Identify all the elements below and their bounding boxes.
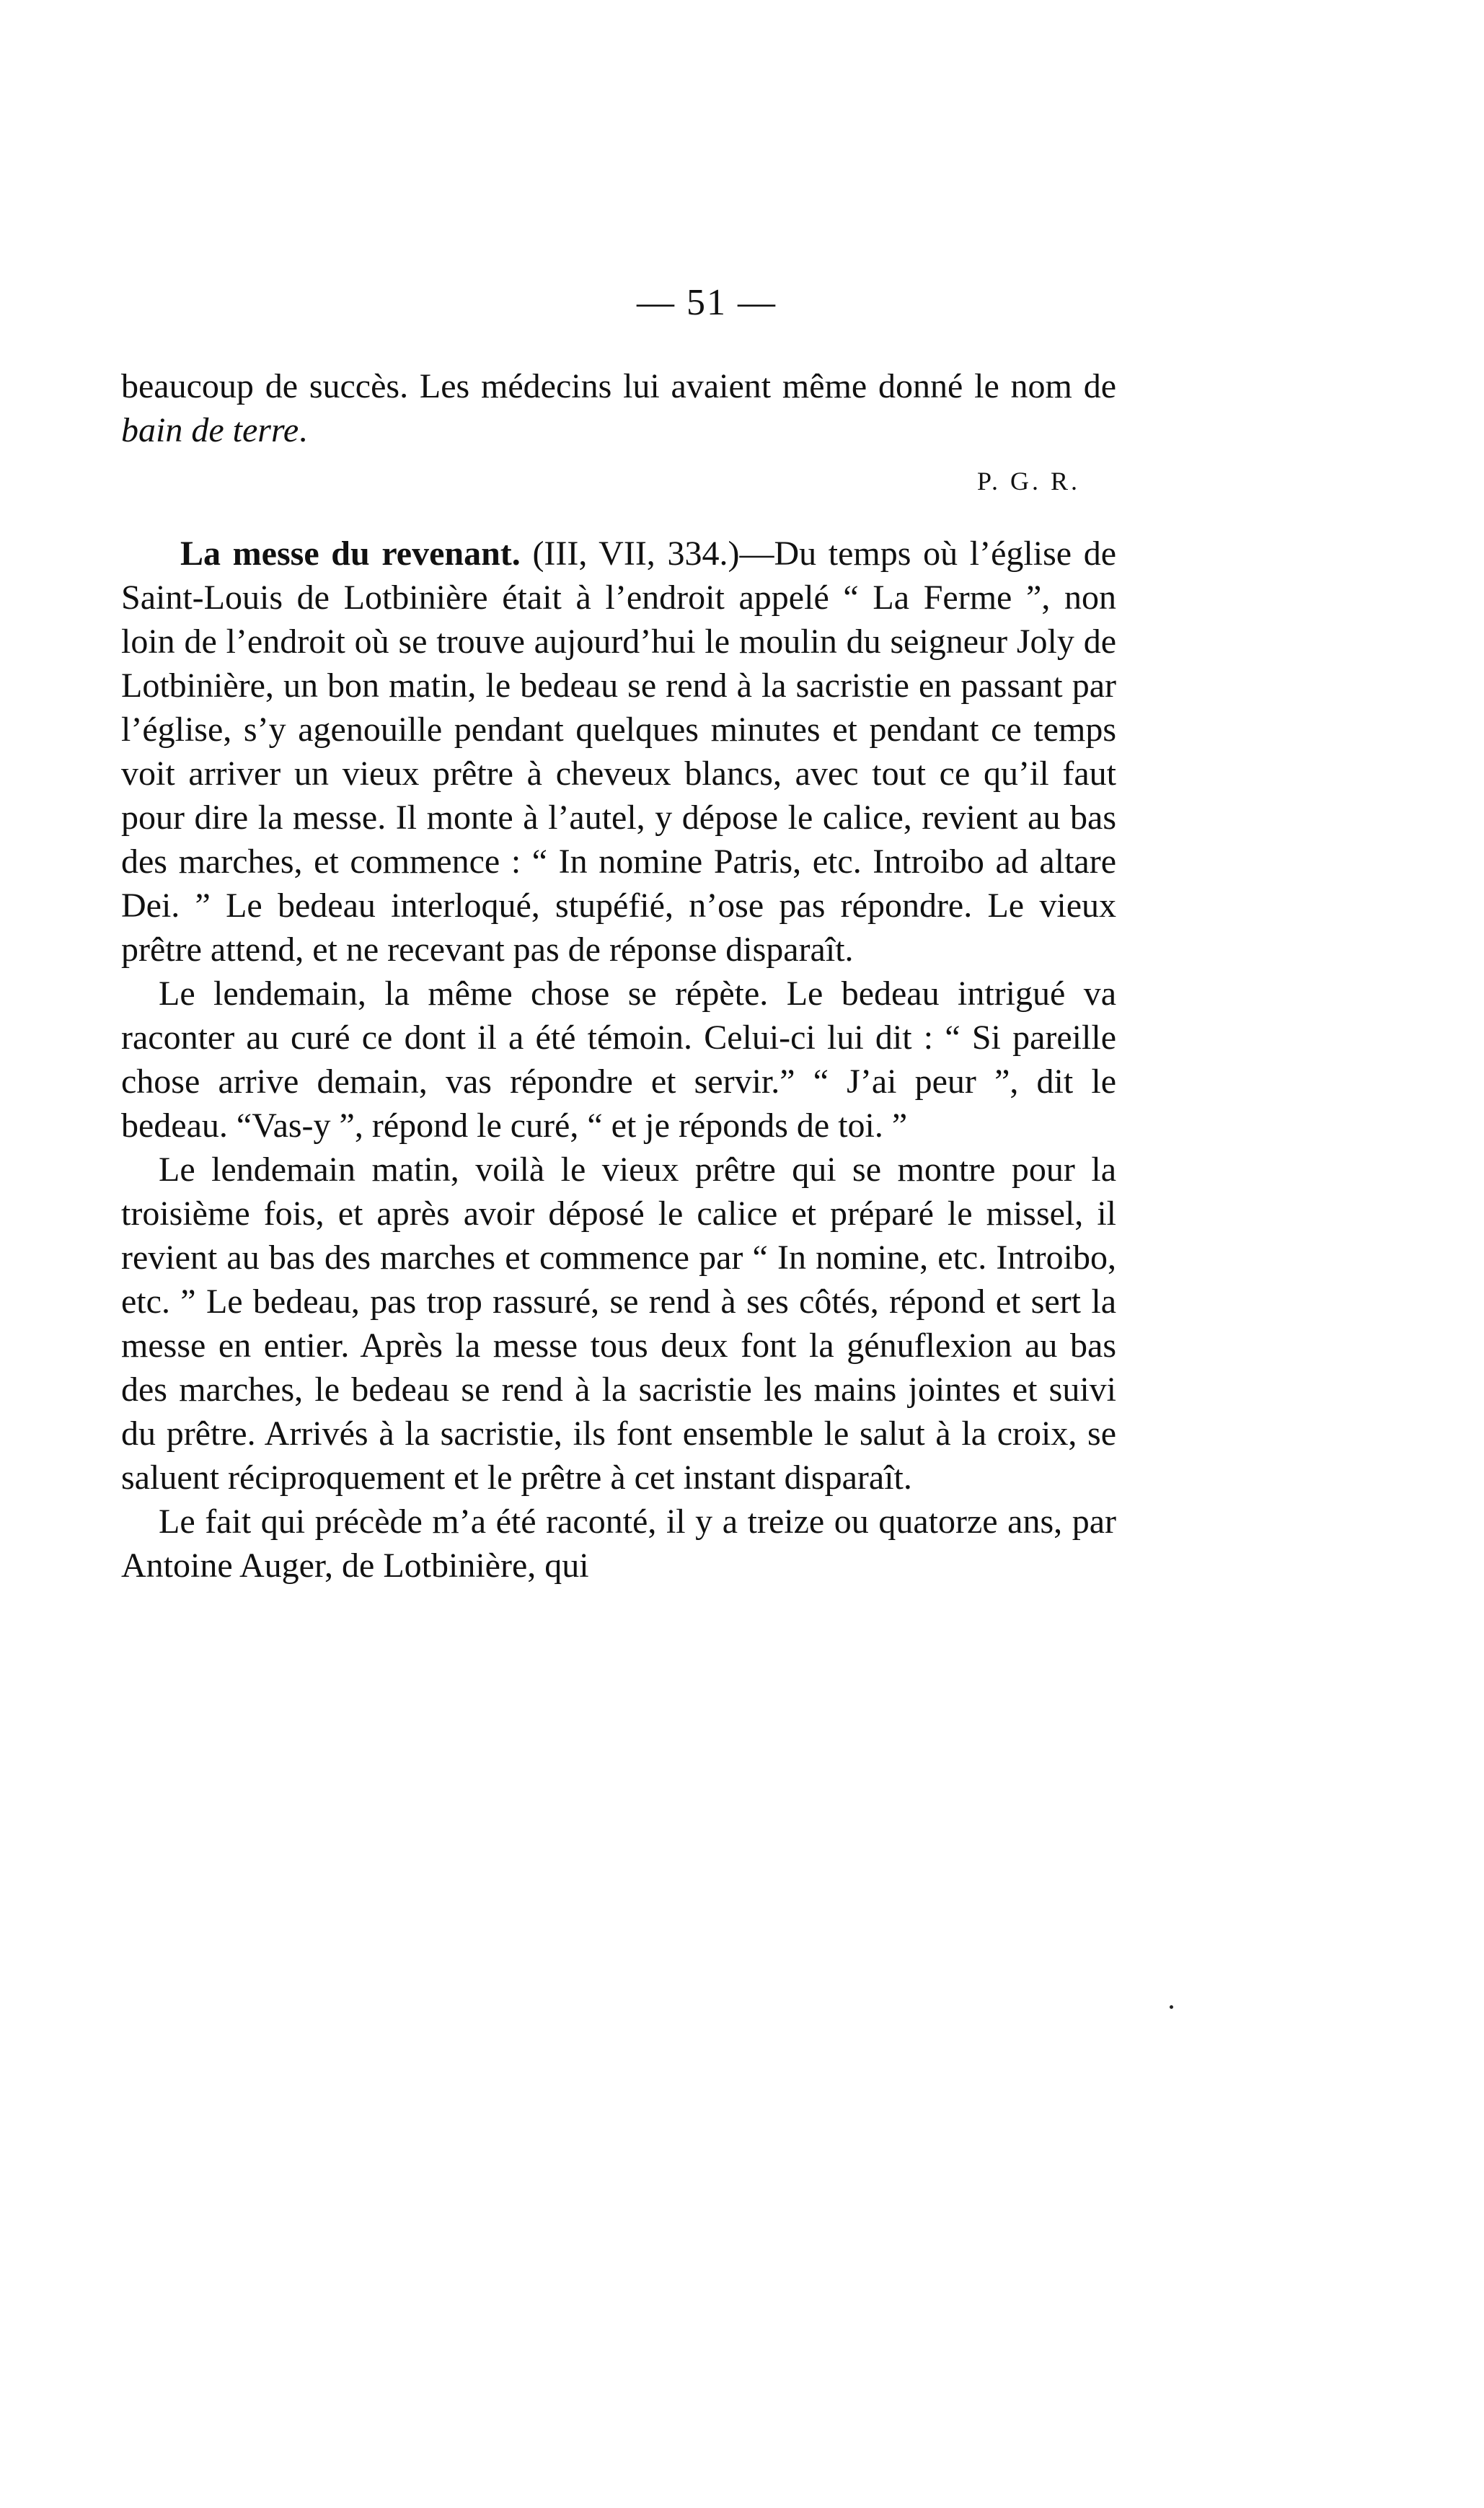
entry-paragraph-3: Le lendemain matin, voilà le vieux prêtre qui se montre pour la troisième fois, et après avoir déposé le calice et préparé le missel, il revient au bas des marches et commence par “ In nomine, etc. Introibo, etc. ” Le bedeau, pas trop rassuré, se rend à ses côtés, répond et sert la messe en entier. Après la messe tous deux font la génuflexion au bas des marches, le bedeau se rend à la sacristie les mains jointes et suivi du prêtre. Arrivés à la sacristie, ils font ensemble le salut à la croix, se saluent réciproquement et le prêtre à cet instant disparaît. bbox=[121, 1150, 1116, 1497]
page-number: — 51 — bbox=[637, 282, 777, 323]
italic-term: bain de terre bbox=[121, 411, 299, 449]
continued-text-end: . bbox=[299, 411, 308, 449]
entry-reference: (III, VII, 334.)— bbox=[520, 534, 774, 573]
entry-paragraph-2: Le lendemain, la même chose se répète. Le bedeau intrigué va raconter au curé ce dont il a été témoin. Celui-ci lui dit : “ Si pareille chose arrive demain, vas répondre et servir.” “ J’ai peur ”, dit le bedeau. “Vas-y ”, répond le curé, “ et je réponds de toi. ” bbox=[121, 974, 1116, 1145]
continued-text: beaucoup de succès. Les médecins lui avaient même donné le nom de bbox=[121, 367, 1116, 405]
entry-paragraph-1-text: Du temps où l’église de Saint-Louis de Lotbinière était à l’endroit appelé “ La Ferme ”, non loin de l’endroit où se trouve aujourd’hui le moulin du seigneur Joly de Lotbinière, un bon matin, le bedeau se rend à la sacristie en passant par l’église, s’y agenouille pendant quelques minutes et pendant ce temps voit arriver un vieux prêtre à cheveux blancs, avec tout ce qu’il faut pour dire la messe. Il monte à l’autel, y dépose le calice, revient au bas des marches, et commence : “ In nomine Patris, etc. Introibo ad altare Dei. ” Le bedeau interloqué, stupéfié, n’ose pas répondre. Le vieux prêtre attend, et ne recevant pas de réponse disparaît. bbox=[121, 534, 1117, 969]
entry-title: La messe du revenant. bbox=[180, 534, 521, 573]
body-text bbox=[121, 364, 1116, 1588]
entry-paragraph-4: Le fait qui précède m’a été raconté, il y a treize ou quatorze ans, par Antoine Auger, de Lotbinière, qui bbox=[121, 1502, 1116, 1585]
entry-paragraph-1 bbox=[121, 532, 1116, 972]
author-signature: P. G. R. bbox=[976, 467, 1080, 496]
continued-paragraph bbox=[121, 364, 1116, 452]
scan-speck bbox=[1170, 2005, 1173, 2009]
